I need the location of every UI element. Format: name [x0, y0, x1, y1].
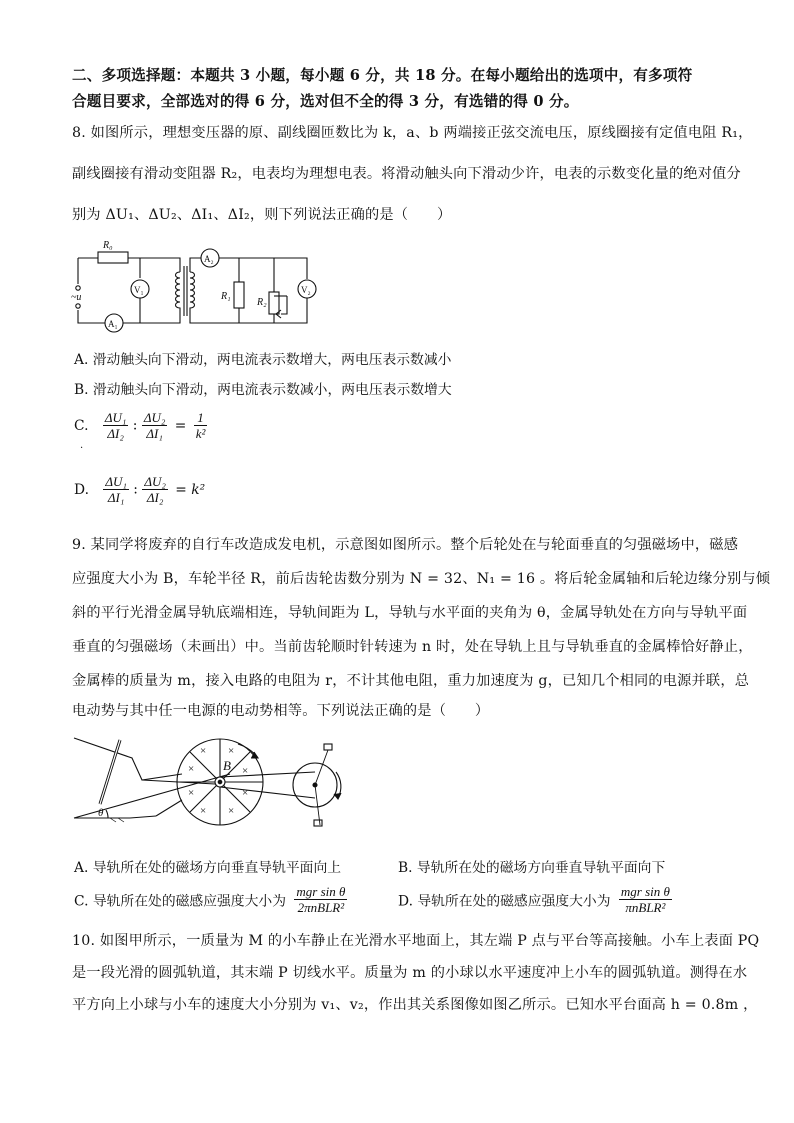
label-theta: θ: [98, 807, 104, 819]
label-b: B: [223, 758, 231, 773]
q8-option-d: [74, 474, 205, 505]
q9-stem-line-6: 电动势与其中任一电源的电动势相等。下列说法正确的是（ ）: [72, 703, 490, 719]
meter-a1-label: A₁: [108, 319, 118, 329]
q10-stem-line-3: 平方向上小球与小车的速度大小分别为 v₁、v₂，作出其关系图像如图乙所示。已知水平台面高 h = 0.8m ，: [72, 997, 758, 1013]
q9-option-c-text: C. 导轨所在处的磁感应强度大小为: [74, 893, 286, 910]
label-r1: R₁: [221, 291, 231, 302]
section-header-line-2: 合题目要求，全部选对的得 6 分，选对但不全的得 3 分，有选错的得 0 分。: [72, 93, 579, 110]
wheel-x-2: ×: [228, 745, 235, 757]
q8-c-fraction-2: $\frac{\text{ΔU₂}}{\text{ΔI₁}}$: [143, 410, 166, 441]
q8-option-d-label: D.: [74, 481, 89, 498]
wheel-x-3: ×: [188, 763, 195, 775]
q9-option-c: [74, 884, 347, 915]
label-r2: R₂: [257, 297, 267, 308]
q8-stem-line-2: 副线圈接有滑动变阻器 R₂，电表均为理想电表。将滑动触头向下滑动少许，电表的示数变化量的绝对值分: [72, 166, 741, 182]
label-r0: R₀: [103, 240, 113, 251]
q9-d-fraction: $\frac{\text{mgr sin θ}}{\text{πnBLR²}}$: [620, 884, 670, 915]
q8-d-fraction-2: $\frac{\text{ΔU₂}}{\text{ΔI₂}}$: [144, 474, 166, 505]
wheel-x-7: ×: [200, 805, 207, 817]
wheel-x-8: ×: [228, 805, 235, 817]
q8-option-c: [74, 410, 207, 441]
section-header-line-1: 二、多项选择题：本题共 3 小题，每小题 6 分，共 18 分。在每小题给出的选项中，有多项符: [72, 67, 693, 84]
q8-circuit-diagram: [70, 236, 330, 338]
meter-v1-label: V₁: [134, 285, 144, 295]
meter-a2-label: A₂: [204, 254, 214, 264]
q9-option-a: A. 导轨所在处的磁场方向垂直导轨平面向上: [74, 860, 342, 876]
wheel-x-5: ×: [188, 787, 195, 799]
q10-stem-line-1: 10. 如图甲所示，一质量为 M 的小车静止在光滑水平地面上，其左端 P 点与平台等高接触。小车上表面 PQ: [72, 933, 760, 949]
q9-stem-line-5: 金属棒的质量为 m，接入电路的电阻为 r，不计其他电阻，重力加速度为 g，已知几个相同的电源并联，总: [72, 673, 750, 689]
q8-c-fraction-1: $\frac{\text{ΔU₁}}{\text{ΔI₂}}$: [104, 410, 127, 441]
wheel-x-4: ×: [242, 765, 249, 777]
q9-option-d: [398, 884, 672, 915]
q8-c-dot: .: [80, 440, 84, 451]
q9-stem-line-4: 垂直的匀强磁场（未画出）中。当前齿轮顺时针转速为 n 时，处在导轨上且与导轨垂直的金属棒恰好静止，: [72, 639, 753, 655]
wheel-x-6: ×: [242, 787, 249, 799]
q9-bicycle-generator-diagram: [70, 730, 360, 830]
q9-option-d-text: D. 导轨所在处的磁感应强度大小为: [398, 893, 611, 910]
q8-option-b: B. 滑动触头向下滑动，两电流表示数减小，两电压表示数增大: [74, 382, 452, 398]
q9-c-fraction: $\frac{\text{mgr sin θ}}{\text{2πnBLR²}}$: [296, 884, 346, 915]
q9-option-b: B. 导轨所在处的磁场方向垂直导轨平面向下: [398, 860, 666, 876]
q8-option-a: A. 滑动触头向下滑动，两电流表示数增大，两电压表示数减小: [74, 352, 452, 368]
q9-stem-line-1: 9. 某同学将废弃的自行车改造成发电机，示意图如图所示。整个后轮处在与轮面垂直的匀强磁场中，磁感: [72, 537, 739, 553]
q8-d-fraction-1: $\frac{\text{ΔU₁}}{\text{ΔI₁}}$: [105, 474, 127, 505]
q9-stem-line-3: 斜的平行光滑金属导轨底端相连，导轨间距为 L，导轨与水平面的夹角为 θ，金属导轨处在方向与导轨平面: [72, 605, 748, 621]
q8-stem-line-3: 别为 ΔU₁、ΔU₂、ΔI₁、ΔI₂，则下列说法正确的是（ ）: [72, 207, 452, 223]
label-source-u: ~u: [71, 292, 82, 303]
q8-d-result: = k²: [175, 481, 206, 498]
q9-stem-line-2: 应强度大小为 B，车轮半径 R，前后齿轮齿数分别为 N = 32、N₁ = 16 。将后轮金属轴和后轮边缘分别与倾: [72, 571, 771, 587]
wheel-x-1: ×: [200, 745, 207, 757]
q8-c-colon: :: [132, 417, 138, 434]
q8-c-result: $\frac{1}{\text{k²}}$: [195, 410, 206, 441]
q8-stem-line-1: 8. 如图所示，理想变压器的原、副线圈匝数比为 k，a、b 两端接正弦交流电压，原线圈接有定值电阻 R₁，: [72, 125, 753, 141]
q8-option-c-label: C.: [74, 417, 89, 434]
q8-d-colon: :: [133, 481, 138, 498]
q10-stem-line-2: 是一段光滑的圆弧轨道，其末端 P 切线水平。质量为 m 的小球以水平速度冲上小车的圆弧轨道。测得在水: [72, 965, 748, 981]
meter-v2-label: V₂: [301, 285, 311, 295]
q8-c-equals: =: [174, 417, 187, 434]
